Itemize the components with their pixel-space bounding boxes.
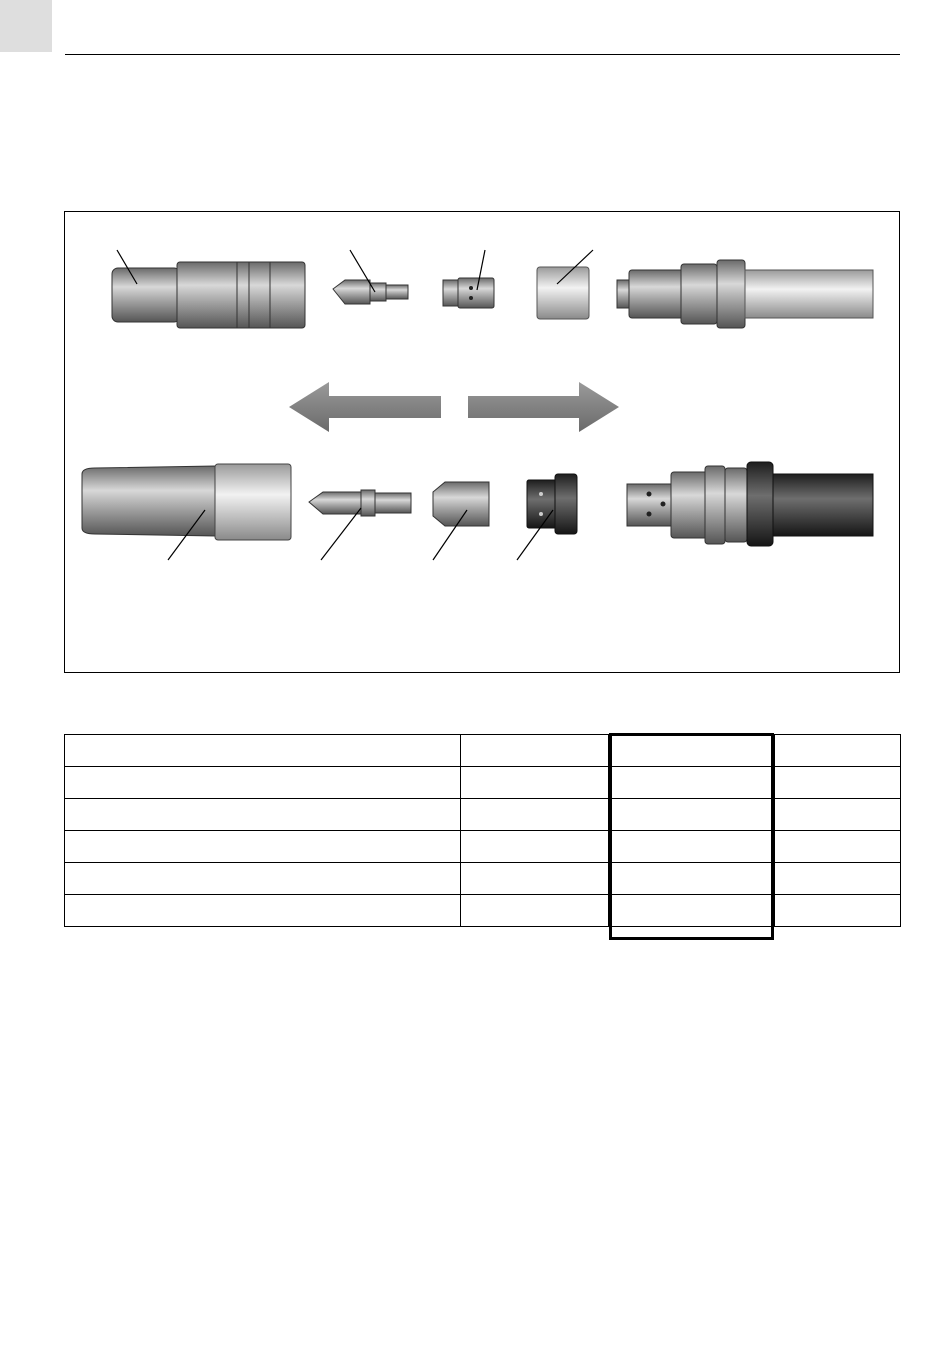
table-cell <box>65 895 461 927</box>
table-cell <box>775 735 901 767</box>
tip-holder-top <box>443 278 494 308</box>
torch-parts-illustration <box>65 212 900 673</box>
contact-tip-bottom <box>309 490 411 516</box>
table-row <box>65 799 901 831</box>
insulator-top <box>537 267 589 319</box>
table-cell <box>65 799 461 831</box>
table-cell <box>461 863 609 895</box>
table-cell <box>775 767 901 799</box>
torch-neck-top <box>617 260 873 328</box>
table-cell <box>775 895 901 927</box>
spec-table <box>64 734 901 927</box>
torch-neck-bottom <box>627 462 873 546</box>
torch-parts-figure <box>64 211 900 673</box>
table-cell <box>65 735 461 767</box>
table-row <box>65 767 901 799</box>
table-cell <box>461 895 609 927</box>
table-cell <box>65 831 461 863</box>
table-cell <box>461 799 609 831</box>
table-row <box>65 735 901 767</box>
table-cell <box>775 863 901 895</box>
table-cell <box>461 767 609 799</box>
table-cell <box>65 767 461 799</box>
table-cell <box>609 895 775 927</box>
page-corner-tab <box>0 0 52 52</box>
table-cell <box>609 799 775 831</box>
table-cell <box>609 831 775 863</box>
table-cell <box>461 831 609 863</box>
arrow-right-icon <box>468 382 619 432</box>
header-rule <box>65 54 900 55</box>
table-cell <box>775 831 901 863</box>
table-cell <box>609 863 775 895</box>
nozzle-bottom <box>82 464 291 540</box>
table-row <box>65 863 901 895</box>
table-row <box>65 895 901 927</box>
gas-ring-bottom <box>527 474 577 534</box>
table-cell <box>65 863 461 895</box>
table-cell <box>609 735 775 767</box>
table-cell <box>609 767 775 799</box>
nozzle-top <box>112 262 305 328</box>
table-cell <box>461 735 609 767</box>
arrow-left-icon <box>289 382 441 432</box>
table-row <box>65 831 901 863</box>
table-cell <box>775 799 901 831</box>
